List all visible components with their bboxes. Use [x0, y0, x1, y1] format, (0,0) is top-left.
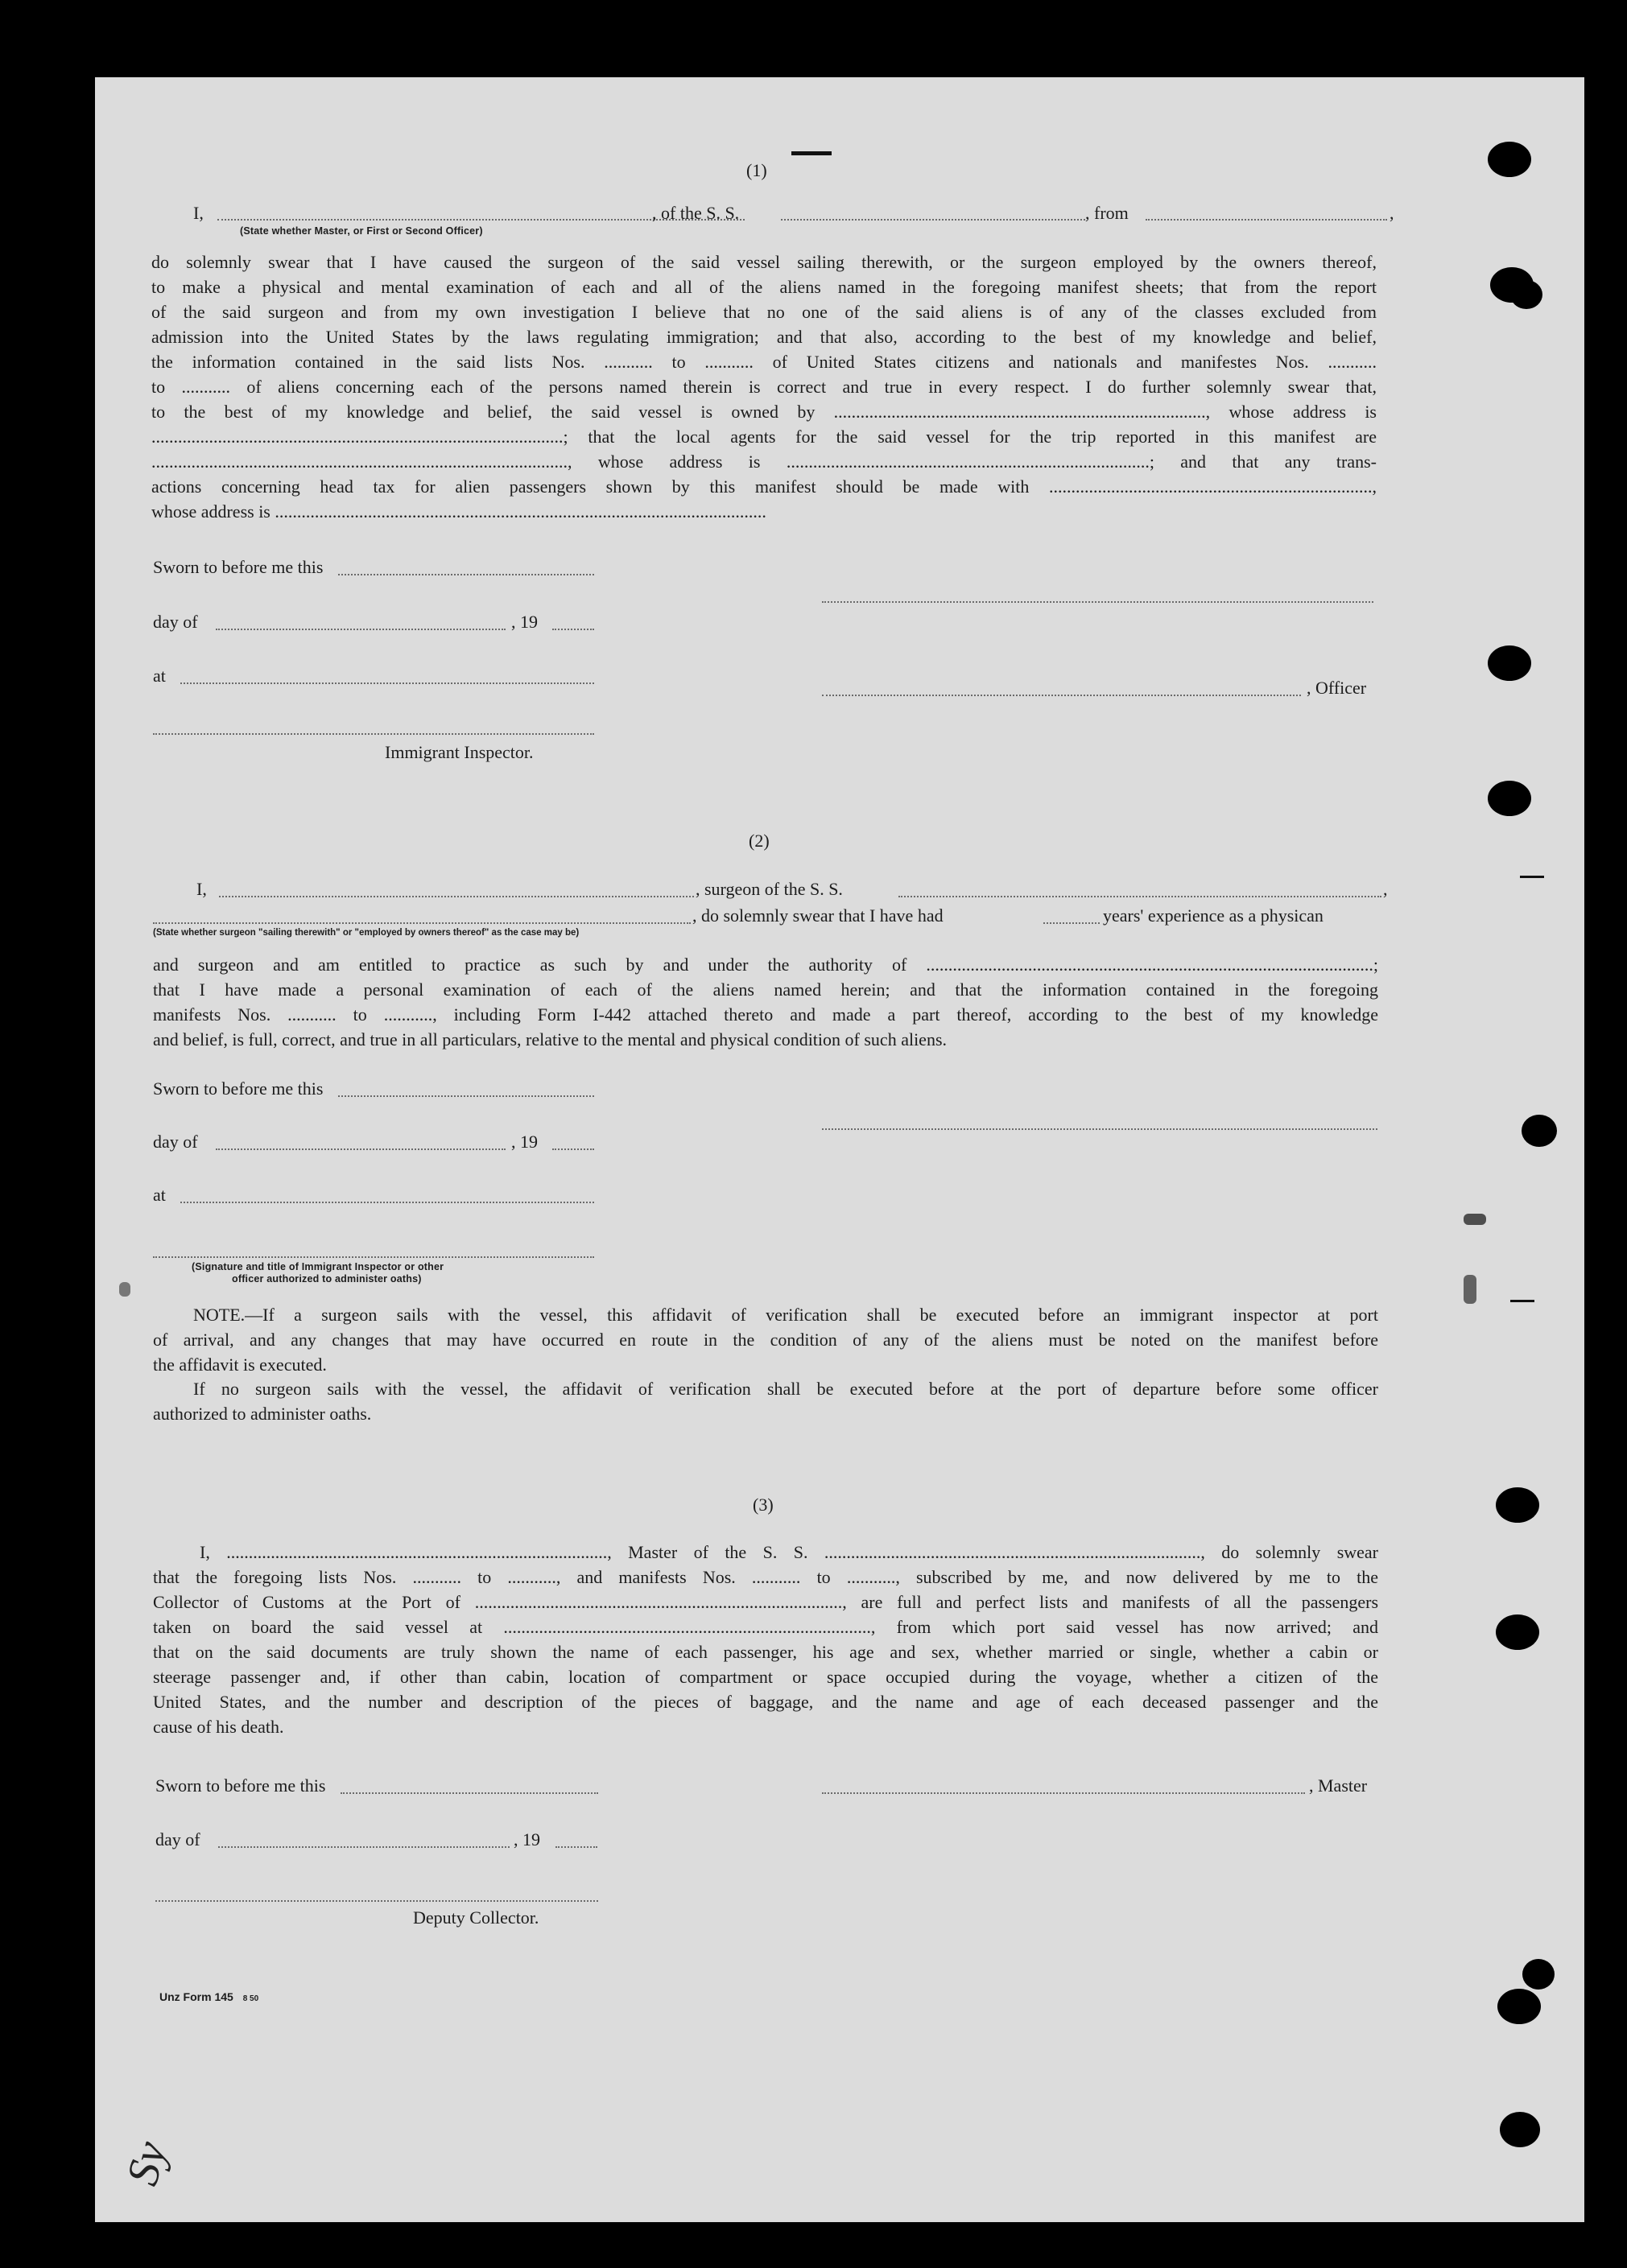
note-line: If no surgeon sails with the vessel, the affidavit of verification shall be executed before at the port of departure before some officer	[193, 1379, 1378, 1399]
margin-mark	[119, 1282, 130, 1297]
margin-tick	[1520, 876, 1544, 878]
form-number: Unz Form 145	[159, 1990, 233, 2003]
section-2-number: (2)	[749, 831, 770, 851]
note-line: of arrival, and any changes that may have occurred en route in the condition of any of the aliens must be noted on the manifest before	[153, 1330, 1378, 1350]
from-port-field[interactable]	[1146, 219, 1387, 221]
day-of-label: day of	[153, 1132, 198, 1152]
oath-line: the information contained in the said lists Nos. ........... to ........... of United States citizens and nationals and manifestes Nos. ...........	[151, 352, 1377, 372]
signature-note: (Signature and title of Immigrant Inspector or other	[192, 1261, 444, 1272]
surgeon-signature-line[interactable]	[822, 1128, 1377, 1130]
do-solemnly-swear-label: , do solemnly swear that I have had	[692, 905, 944, 926]
oath-line: whose address is ...............................................................................................................	[151, 501, 766, 522]
at-label: at	[153, 666, 166, 686]
oath-line: that I have made a personal examination of each of the aliens named herein; and that the information contained in the foregoing	[153, 979, 1378, 1000]
ink-smudge	[791, 151, 832, 155]
oath-line: United States, and the number and description of the pieces of baggage, and the name and age of each deceased passenger and the	[153, 1692, 1378, 1712]
section-1-i-label: I,	[193, 203, 204, 223]
oath-line: cause of his death.	[153, 1717, 284, 1737]
inspector-signature-line[interactable]	[153, 733, 594, 735]
sworn-label: Sworn to before me this	[153, 1078, 324, 1099]
oath-line: .............................................................................................., whose address is ..................................................................................; and that any trans-	[151, 452, 1377, 472]
oath-line: that the foregoing lists Nos. ........... to ..........., and manifests Nos. ........... to ..........., subscribed by me, and now delivered by me to the	[153, 1567, 1378, 1587]
section-3-oath-paragraph	[153, 1540, 1378, 1739]
section-1-oath-paragraph	[151, 249, 1377, 524]
form-sheet	[95, 77, 1584, 2222]
oath-line: to ........... of aliens concerning each of the persons named therein is correct and true in every respect. I do further solemnly swear that,	[151, 377, 1377, 397]
punch-hole	[1496, 1487, 1539, 1523]
line-end-comma: ,	[1390, 203, 1394, 223]
year-field[interactable]	[552, 1148, 594, 1150]
surgeon-status-field[interactable]	[153, 922, 691, 924]
day-field[interactable]	[216, 1148, 506, 1150]
note-line: NOTE.—If a surgeon sails with the vessel, this affidavit of verification shall be executed before an immigrant inspector at port	[193, 1305, 1378, 1325]
signature-note: officer authorized to administer oaths)	[232, 1273, 422, 1285]
punch-hole	[1522, 1115, 1557, 1147]
deputy-signature-line[interactable]	[155, 1900, 598, 1902]
punch-hole	[1510, 280, 1542, 309]
place-field[interactable]	[180, 682, 594, 684]
form-id	[159, 1990, 258, 2003]
inspector-signature-line[interactable]	[153, 1256, 594, 1258]
oath-line: to the best of my knowledge and belief, the said vessel is owned by ...................................................................................., whose address is	[151, 402, 1377, 422]
section-2-i-label: I,	[196, 879, 207, 899]
surgeon-name-field[interactable]	[219, 896, 694, 897]
officer-title-field[interactable]	[822, 695, 1301, 696]
at-label: at	[153, 1185, 166, 1205]
oath-line: steerage passenger and, if other than cabin, location of compartment or space occupied during the voyage, whether a citizen of the	[153, 1667, 1378, 1687]
year-field[interactable]	[552, 629, 594, 630]
year-prefix: , 19	[511, 612, 538, 632]
surgeon-vessel-field[interactable]	[898, 896, 1381, 897]
oath-line: admission into the United States by the laws regulating immigration; and that also, according to the best of my knowledge and belief,	[151, 327, 1377, 347]
year-prefix: , 19	[511, 1132, 538, 1152]
officer-signature-line[interactable]	[822, 601, 1373, 603]
oath-line: Collector of Customs at the Port of ..................................................................................., are full and perfect lists and manifests of all the passengers	[153, 1592, 1378, 1612]
oath-line: do solemnly swear that I have caused the surgeon of the said vessel sailing therewith, or the surgeon employed by the owners thereof,	[151, 252, 1377, 272]
margin-mark	[1464, 1275, 1476, 1304]
oath-line: .............................................................................................; that the local agents for the said vessel for the trip reported in this manifest are	[151, 427, 1377, 447]
punch-hole	[1500, 2112, 1540, 2147]
sworn-date-field[interactable]	[338, 1095, 594, 1097]
from-label: , from	[1085, 203, 1129, 223]
oath-line: I, ......................................................................................, Master of the S. S. ....................................................................................., do solemnly swear	[200, 1542, 1378, 1562]
punch-hole	[1496, 1614, 1539, 1650]
section-1-number: (1)	[746, 160, 767, 180]
inspector-label: Immigrant Inspector.	[385, 742, 534, 762]
surgeon-status-note: (State whether surgeon "sailing therewith" or "employed by owners thereof" as the case may be)	[153, 928, 580, 938]
oath-line: taken on board the said vessel at ..................................................................................., from which port said vessel has now arrived; and	[153, 1617, 1378, 1637]
day-field[interactable]	[216, 629, 506, 630]
section-3-number: (3)	[753, 1495, 774, 1515]
years-experience-field[interactable]	[1043, 922, 1100, 924]
day-field[interactable]	[218, 1846, 510, 1848]
margin-tick	[1510, 1300, 1534, 1302]
punch-hole	[1488, 781, 1531, 816]
oath-line: and surgeon and am entitled to practice as such by and under the authority of .....................................................................................................;	[153, 955, 1378, 975]
oath-line: actions concerning head tax for alien passengers shown by this manifest should be made with .........................................................................,	[151, 476, 1377, 497]
oath-line: to make a physical and mental examination of each and all of the aliens named in the foregoing manifest sheets; that from the report	[151, 277, 1377, 297]
line-end-comma: ,	[1383, 879, 1388, 899]
note-line: the affidavit is executed.	[153, 1355, 327, 1375]
officer-label: , Officer	[1307, 678, 1367, 698]
section-2-oath-paragraph	[153, 952, 1378, 1052]
surgeon-of-label: , surgeon of the S. S.	[696, 879, 843, 899]
sworn-label: Sworn to before me this	[155, 1775, 326, 1796]
year-prefix: , 19	[514, 1829, 540, 1849]
deputy-label: Deputy Collector.	[413, 1907, 539, 1928]
punch-hole	[1497, 1989, 1541, 2024]
day-of-label: day of	[155, 1829, 200, 1849]
punch-hole	[1522, 1959, 1555, 1990]
sworn-date-field[interactable]	[338, 574, 594, 575]
place-field[interactable]	[180, 1202, 594, 1203]
of-ss-label: , of the S. S.	[652, 203, 740, 223]
note-line: authorized to administer oaths.	[153, 1404, 372, 1424]
margin-mark	[1464, 1214, 1486, 1225]
years-experience-label: years' experience as a physican	[1103, 905, 1323, 926]
sworn-date-field[interactable]	[341, 1792, 598, 1794]
margin-scrawl: Sy	[117, 2136, 177, 2191]
punch-hole	[1488, 645, 1531, 681]
master-label: , Master	[1309, 1775, 1368, 1796]
day-of-label: day of	[153, 612, 198, 632]
oath-line: and belief, is full, correct, and true in all particulars, relative to the mental and physical condition of such aliens.	[153, 1029, 948, 1049]
sworn-label: Sworn to before me this	[153, 557, 324, 577]
vessel-name-field[interactable]	[781, 219, 1085, 221]
officer-rank-note: (State whether Master, or First or Second Officer)	[240, 225, 483, 237]
surgeon-note-paragraph	[153, 1302, 1378, 1377]
oath-line: that on the said documents are truly shown the name of each passenger, his age and sex, whether married or single, whether a cabin or	[153, 1642, 1378, 1662]
form-date: 8 50	[242, 1994, 259, 2003]
oath-line: of the said surgeon and from my own investigation I believe that no one of the said aliens is of any of the classes excluded from	[151, 302, 1377, 322]
master-signature-line[interactable]	[822, 1792, 1305, 1794]
no-surgeon-note-paragraph	[153, 1376, 1378, 1426]
oath-line: manifests Nos. ........... to ..........., including Form I-442 attached thereto and made a part thereof, according to the best of my knowledge	[153, 1004, 1378, 1025]
year-field[interactable]	[555, 1846, 597, 1848]
punch-hole	[1488, 142, 1531, 177]
